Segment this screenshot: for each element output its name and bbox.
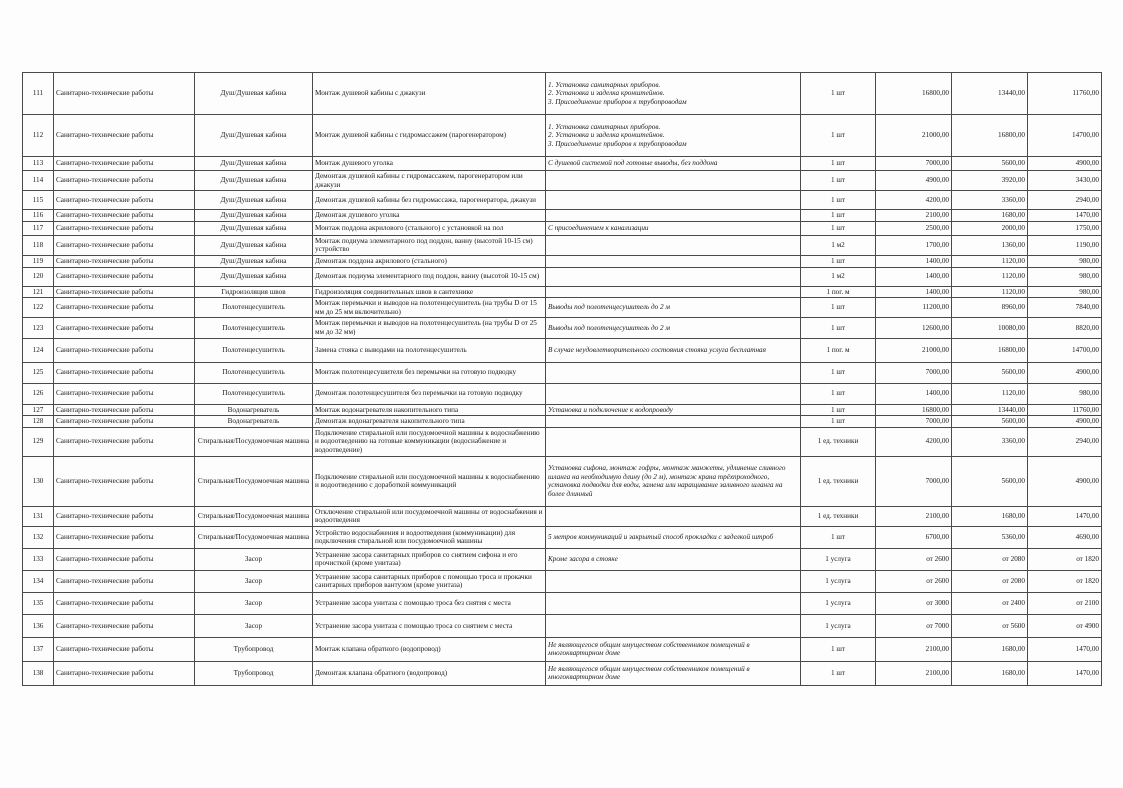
table-row [23, 416, 1102, 428]
unit-cell: 1 ед. техники [801, 506, 876, 526]
category-cell: Санитарно-технические работы [54, 383, 195, 404]
description-cell: Устройство водоснабжения и водоотведения (коммуникации) для подключения стиральной или посудомоечной машины [313, 526, 546, 548]
note-cell [546, 221, 801, 235]
unit-cell: 1 шт [801, 637, 876, 661]
row-number: 135 [23, 592, 54, 614]
note-cell [546, 210, 801, 222]
row-number: 121 [23, 286, 54, 298]
description-cell: Демонтаж душевой кабины без гидромассажа, парогенератора, джакузи [313, 191, 546, 210]
price-cell-2: 5600,00 [952, 416, 1028, 428]
table-row [23, 570, 1102, 592]
subcategory-cell: Засор [195, 570, 313, 592]
table-row [23, 456, 1102, 506]
table-row [23, 548, 1102, 570]
price-cell-1: 2100,00 [876, 210, 952, 222]
row-number: 138 [23, 661, 54, 685]
price-cell-3: 4900,00 [1028, 157, 1102, 171]
note-cell [546, 318, 801, 338]
unit-cell: 1 шт [801, 318, 876, 338]
unit-cell: 1 шт [801, 661, 876, 685]
note-cell [546, 416, 801, 428]
description-cell: Монтаж водонагревателя накопительного типа [313, 404, 546, 416]
table-row [23, 210, 1102, 222]
unit-cell: 1 услуга [801, 548, 876, 570]
row-number: 130 [23, 456, 54, 506]
unit-cell: 1 шт [801, 526, 876, 548]
price-cell-1: 12600,00 [876, 318, 952, 338]
price-cell-1: 2100,00 [876, 637, 952, 661]
subcategory-cell: Душ/Душевая кабина [195, 255, 313, 267]
note-cell [546, 592, 801, 614]
subcategory-cell: Трубопровод [195, 637, 313, 661]
price-cell-3: от 1820 [1028, 548, 1102, 570]
price-cell-2: от 2080 [952, 570, 1028, 592]
subcategory-cell: Засор [195, 592, 313, 614]
description-cell: Гидроизоляция соединительных швов в сантехнике [313, 286, 546, 298]
price-cell-2: 3360,00 [952, 427, 1028, 456]
description-cell: Устранение засора санитарных приборов с помощью троса и прокачки санитарных приборов вантузом (кроме унитаза) [313, 570, 546, 592]
note-cell [546, 362, 801, 383]
subcategory-cell: Душ/Душевая кабина [195, 157, 313, 171]
price-cell-3: 1470,00 [1028, 637, 1102, 661]
category-cell: Санитарно-технические работы [54, 427, 195, 456]
price-cell-2: 16800,00 [952, 115, 1028, 157]
category-cell: Санитарно-технические работы [54, 506, 195, 526]
price-cell-2: 8960,00 [952, 298, 1028, 318]
table-row [23, 255, 1102, 267]
row-number: 131 [23, 506, 54, 526]
price-cell-2: 1120,00 [952, 286, 1028, 298]
table-row [23, 221, 1102, 235]
category-cell: Санитарно-технические работы [54, 456, 195, 506]
price-cell-2: 1680,00 [952, 210, 1028, 222]
category-cell: Санитарно-технические работы [54, 255, 195, 267]
note-line: Кроме засора в стояке [548, 555, 618, 564]
price-cell-2: 10080,00 [952, 318, 1028, 338]
price-cell-3: 11760,00 [1028, 73, 1102, 115]
row-number: 116 [23, 210, 54, 222]
category-cell: Санитарно-технические работы [54, 73, 195, 115]
unit-cell: 1 шт [801, 255, 876, 267]
subcategory-cell: Душ/Душевая кабина [195, 221, 313, 235]
row-number: 128 [23, 416, 54, 428]
price-cell-1: 1400,00 [876, 286, 952, 298]
category-cell: Санитарно-технические работы [54, 210, 195, 222]
description-cell: Демонтаж поддона акрилового (стального) [313, 255, 546, 267]
price-cell-2: 13440,00 [952, 73, 1028, 115]
table-row [23, 383, 1102, 404]
table-row [23, 427, 1102, 456]
table-row [23, 661, 1102, 685]
price-cell-1: 1400,00 [876, 267, 952, 286]
subcategory-cell: Стиральная/Посудомоечная машина [195, 506, 313, 526]
unit-cell: 1 шт [801, 221, 876, 235]
price-cell-1: 16800,00 [876, 404, 952, 416]
row-number: 136 [23, 614, 54, 637]
note-cell [546, 338, 801, 362]
row-number: 126 [23, 383, 54, 404]
description-cell: Монтаж душевого уголка [313, 157, 546, 171]
price-cell-3: от 2100 [1028, 592, 1102, 614]
description-cell: Подключение стиральной или посудомоечной машины к водоснабжению и водоотведению на готовые коммуникации (водоснабжение и водоотведение) [313, 427, 546, 456]
subcategory-cell: Водонагреватель [195, 404, 313, 416]
note-cell [546, 73, 801, 115]
category-cell: Санитарно-технические работы [54, 115, 195, 157]
subcategory-cell: Гидроизоляция швов [195, 286, 313, 298]
unit-cell: 1 шт [801, 73, 876, 115]
unit-cell: 1 шт [801, 115, 876, 157]
description-cell: Монтаж перемычки и выводов на полотенцесушитель (на трубы D от 25 мм до 32 мм) [313, 318, 546, 338]
description-cell: Монтаж клапана обратного (водопровод) [313, 637, 546, 661]
unit-cell: 1 м2 [801, 267, 876, 286]
price-cell-3: 980,00 [1028, 383, 1102, 404]
price-cell-2: от 5600 [952, 614, 1028, 637]
unit-cell: 1 пог. м [801, 338, 876, 362]
price-cell-1: от 2600 [876, 570, 952, 592]
category-cell: Санитарно-технические работы [54, 267, 195, 286]
note-cell [546, 570, 801, 592]
subcategory-cell: Засор [195, 614, 313, 637]
category-cell: Санитарно-технические работы [54, 404, 195, 416]
category-cell: Санитарно-технические работы [54, 191, 195, 210]
note-cell [546, 298, 801, 318]
price-cell-2: 5600,00 [952, 456, 1028, 506]
table-row [23, 506, 1102, 526]
table-row [23, 115, 1102, 157]
subcategory-cell: Душ/Душевая кабина [195, 73, 313, 115]
unit-cell: 1 шт [801, 157, 876, 171]
category-cell: Санитарно-технические работы [54, 221, 195, 235]
note-line: 3. Присоединение приборов к трубопроводам [548, 97, 687, 106]
price-cell-3: 4690,00 [1028, 526, 1102, 548]
category-cell: Санитарно-технические работы [54, 235, 195, 255]
row-number: 113 [23, 157, 54, 171]
price-cell-1: 6700,00 [876, 526, 952, 548]
table-row [23, 614, 1102, 637]
category-cell: Санитарно-технические работы [54, 338, 195, 362]
price-cell-3: 14700,00 [1028, 115, 1102, 157]
description-cell: Демонтаж полотенцесушителя без перемычки на готовую подводку [313, 383, 546, 404]
description-cell: Устранение засора унитаза с помощью троса со снятием с места [313, 614, 546, 637]
price-cell-3: 1470,00 [1028, 661, 1102, 685]
subcategory-cell: Стиральная/Посудомоечная машина [195, 456, 313, 506]
note-cell [546, 235, 801, 255]
table-row [23, 235, 1102, 255]
note-line: Выводы под полотенцесушитель до 2 м [548, 303, 671, 312]
note-cell [546, 456, 801, 506]
row-number: 115 [23, 191, 54, 210]
description-cell: Монтаж душевой кабины с гидромассажем (парогенератором) [313, 115, 546, 157]
category-cell: Санитарно-технические работы [54, 362, 195, 383]
note-line: Установка и подключение к водопроводу [548, 405, 673, 414]
note-line: 1. Установка санитарных приборов. [548, 80, 661, 89]
description-cell: Монтаж душевой кабины с джакузи [313, 73, 546, 115]
category-cell: Санитарно-технические работы [54, 592, 195, 614]
price-cell-3: от 1820 [1028, 570, 1102, 592]
price-cell-2: 1680,00 [952, 506, 1028, 526]
subcategory-cell: Засор [195, 548, 313, 570]
category-cell: Санитарно-технические работы [54, 526, 195, 548]
price-cell-3: 11760,00 [1028, 404, 1102, 416]
note-cell [546, 506, 801, 526]
category-cell: Санитарно-технические работы [54, 157, 195, 171]
unit-cell: 1 шт [801, 191, 876, 210]
table-row [23, 298, 1102, 318]
table-row [23, 171, 1102, 191]
row-number: 114 [23, 171, 54, 191]
category-cell: Санитарно-технические работы [54, 416, 195, 428]
row-number: 119 [23, 255, 54, 267]
row-number: 112 [23, 115, 54, 157]
price-cell-1: 2100,00 [876, 661, 952, 685]
description-cell: Демонтаж душевого уголка [313, 210, 546, 222]
note-cell [546, 404, 801, 416]
price-cell-2: 1680,00 [952, 661, 1028, 685]
unit-cell: 1 услуга [801, 570, 876, 592]
note-cell [546, 191, 801, 210]
unit-cell: 1 шт [801, 416, 876, 428]
category-cell: Санитарно-технические работы [54, 614, 195, 637]
note-line: Не являющегося общим имуществом собственников помещений в многоквартирном доме [548, 664, 750, 682]
row-number: 129 [23, 427, 54, 456]
price-cell-2: 3360,00 [952, 191, 1028, 210]
note-cell [546, 526, 801, 548]
subcategory-cell: Стиральная/Посудомоечная машина [195, 526, 313, 548]
price-cell-3: 8820,00 [1028, 318, 1102, 338]
table-row [23, 592, 1102, 614]
row-number: 132 [23, 526, 54, 548]
price-cell-2: от 2400 [952, 592, 1028, 614]
table-row [23, 267, 1102, 286]
note-cell [546, 383, 801, 404]
row-number: 117 [23, 221, 54, 235]
price-cell-1: 2100,00 [876, 506, 952, 526]
price-cell-3: 980,00 [1028, 267, 1102, 286]
category-cell: Санитарно-технические работы [54, 286, 195, 298]
note-cell [546, 637, 801, 661]
price-cell-3: 1470,00 [1028, 506, 1102, 526]
price-cell-3: 2940,00 [1028, 191, 1102, 210]
unit-cell: 1 шт [801, 404, 876, 416]
category-cell: Санитарно-технические работы [54, 570, 195, 592]
row-number: 120 [23, 267, 54, 286]
price-cell-1: от 3000 [876, 592, 952, 614]
table-row [23, 404, 1102, 416]
row-number: 111 [23, 73, 54, 115]
price-cell-3: 1190,00 [1028, 235, 1102, 255]
price-cell-2: 5600,00 [952, 157, 1028, 171]
note-line: С душевой системой под готовые выводы, без поддона [548, 159, 718, 168]
row-number: 118 [23, 235, 54, 255]
description-cell: Монтаж поддона акрилового (стального) с установкой на пол [313, 221, 546, 235]
row-number: 122 [23, 298, 54, 318]
note-line: 3. Присоединение приборов к трубопроводам [548, 139, 687, 148]
subcategory-cell: Трубопровод [195, 661, 313, 685]
note-cell [546, 286, 801, 298]
category-cell: Санитарно-технические работы [54, 661, 195, 685]
table-row [23, 157, 1102, 171]
price-cell-1: 1400,00 [876, 255, 952, 267]
price-cell-3: 3430,00 [1028, 171, 1102, 191]
row-number: 123 [23, 318, 54, 338]
price-table [22, 72, 1102, 686]
description-cell: Устранение засора санитарных приборов со снятием сифона и его прочисткой (кроме унитаза) [313, 548, 546, 570]
price-cell-1: 16800,00 [876, 73, 952, 115]
category-cell: Санитарно-технические работы [54, 298, 195, 318]
price-cell-3: 4900,00 [1028, 456, 1102, 506]
note-line: В случае неудовлетворительного состояния стояка услуга бесплатная [548, 345, 766, 354]
table-row [23, 286, 1102, 298]
subcategory-cell: Душ/Душевая кабина [195, 267, 313, 286]
table-row [23, 191, 1102, 210]
table-row [23, 318, 1102, 338]
unit-cell: 1 шт [801, 298, 876, 318]
subcategory-cell: Стиральная/Посудомоечная машина [195, 427, 313, 456]
price-cell-1: 7000,00 [876, 416, 952, 428]
note-line: Установка сифона, монтаж гофры, монтаж манжеты, удлинение сливного шланга на необходимую длину (до 2 м), монтаж крана трёхпроходного, установка подводки для воды, замена или наращивание заливного шланга на более длинный [548, 464, 786, 498]
price-cell-1: от 2600 [876, 548, 952, 570]
subcategory-cell: Полотенцесушитель [195, 298, 313, 318]
note-line: Не являющегося общим имуществом собственников помещений в многоквартирном доме [548, 640, 750, 658]
subcategory-cell: Полотенцесушитель [195, 338, 313, 362]
description-cell: Монтаж подиума элементарного под поддон, ванну (высотой 10-15 см) устройство [313, 235, 546, 255]
category-cell: Санитарно-технические работы [54, 548, 195, 570]
price-cell-3: 2940,00 [1028, 427, 1102, 456]
description-cell: Монтаж полотенцесушителя без перемычки на готовую подводку [313, 362, 546, 383]
price-cell-2: 1680,00 [952, 637, 1028, 661]
subcategory-cell: Душ/Душевая кабина [195, 171, 313, 191]
price-cell-1: 7000,00 [876, 456, 952, 506]
subcategory-cell: Водонагреватель [195, 416, 313, 428]
table-row [23, 362, 1102, 383]
price-cell-1: 2500,00 [876, 221, 952, 235]
note-cell [546, 171, 801, 191]
subcategory-cell: Полотенцесушитель [195, 362, 313, 383]
table-row [23, 338, 1102, 362]
subcategory-cell: Душ/Душевая кабина [195, 235, 313, 255]
note-line: 2. Установка и заделка кронштейнов. [548, 89, 665, 98]
description-cell: Демонтаж душевой кабины с гидромассажем, парогенератором или джакузи [313, 171, 546, 191]
price-cell-2: 3920,00 [952, 171, 1028, 191]
unit-cell: 1 шт [801, 362, 876, 383]
note-cell [546, 427, 801, 456]
unit-cell: 1 ед. техники [801, 427, 876, 456]
description-cell: Замена стояка с выводами на полотенцесушитель [313, 338, 546, 362]
price-cell-1: 1700,00 [876, 235, 952, 255]
note-cell [546, 267, 801, 286]
price-cell-2: 16800,00 [952, 338, 1028, 362]
price-cell-1: 4200,00 [876, 427, 952, 456]
price-cell-1: 4200,00 [876, 191, 952, 210]
price-table-body [23, 73, 1102, 686]
note-cell [546, 255, 801, 267]
note-cell [546, 115, 801, 157]
price-cell-1: от 7000 [876, 614, 952, 637]
row-number: 124 [23, 338, 54, 362]
subcategory-cell: Душ/Душевая кабина [195, 191, 313, 210]
row-number: 127 [23, 404, 54, 416]
price-cell-3: 4900,00 [1028, 416, 1102, 428]
description-cell: Подключение стиральной или посудомоечной машины к водоснабжению и водоотведению с доработкой коммуникаций [313, 456, 546, 506]
row-number: 137 [23, 637, 54, 661]
unit-cell: 1 шт [801, 383, 876, 404]
price-cell-2: 1120,00 [952, 267, 1028, 286]
price-cell-2: 2000,00 [952, 221, 1028, 235]
unit-cell: 1 шт [801, 171, 876, 191]
price-cell-1: 1400,00 [876, 383, 952, 404]
table-row [23, 637, 1102, 661]
subcategory-cell: Полотенцесушитель [195, 383, 313, 404]
price-cell-2: 1120,00 [952, 383, 1028, 404]
table-row [23, 526, 1102, 548]
row-number: 125 [23, 362, 54, 383]
unit-cell: 1 шт [801, 210, 876, 222]
table-row [23, 73, 1102, 115]
note-line: 5 метров коммуникаций и закрытый способ прокладки с заделкой штроб [548, 533, 774, 542]
row-number: 134 [23, 570, 54, 592]
price-cell-3: от 4900 [1028, 614, 1102, 637]
price-cell-3: 980,00 [1028, 255, 1102, 267]
description-cell: Демонтаж клапана обратного (водопровод) [313, 661, 546, 685]
price-cell-1: 21000,00 [876, 115, 952, 157]
price-cell-2: 1360,00 [952, 235, 1028, 255]
subcategory-cell: Душ/Душевая кабина [195, 210, 313, 222]
category-cell: Санитарно-технические работы [54, 637, 195, 661]
description-cell: Отключение стиральной или посудомоечной машины от водоснабжения и водоотведения [313, 506, 546, 526]
subcategory-cell: Полотенцесушитель [195, 318, 313, 338]
unit-cell: 1 пог. м [801, 286, 876, 298]
note-line: 2. Установка и заделка кронштейнов. [548, 131, 665, 140]
unit-cell: 1 услуга [801, 614, 876, 637]
price-cell-1: 4900,00 [876, 171, 952, 191]
price-cell-2: 13440,00 [952, 404, 1028, 416]
price-cell-1: 7000,00 [876, 157, 952, 171]
description-cell: Монтаж перемычки и выводов на полотенцесушитель (на трубы D от 15 мм до 25 мм включительно) [313, 298, 546, 318]
note-line: Выводы под полотенцесушитель до 2 м [548, 323, 671, 332]
unit-cell: 1 услуга [801, 592, 876, 614]
note-cell [546, 661, 801, 685]
price-cell-3: 7840,00 [1028, 298, 1102, 318]
description-cell: Демонтаж водонагревателя накопительного типа [313, 416, 546, 428]
price-cell-1: 7000,00 [876, 362, 952, 383]
price-cell-3: 14700,00 [1028, 338, 1102, 362]
price-cell-1: 21000,00 [876, 338, 952, 362]
row-number: 133 [23, 548, 54, 570]
description-cell: Демонтаж подиума элементарного под поддон, ванну (высотой 10-15 см) [313, 267, 546, 286]
price-cell-3: 1470,00 [1028, 210, 1102, 222]
price-cell-2: 5360,00 [952, 526, 1028, 548]
price-cell-3: 1750,00 [1028, 221, 1102, 235]
price-cell-2: 5600,00 [952, 362, 1028, 383]
price-cell-2: от 2080 [952, 548, 1028, 570]
note-cell [546, 157, 801, 171]
description-cell: Устранение засора унитаза с помощью троса без снятия с места [313, 592, 546, 614]
subcategory-cell: Душ/Душевая кабина [195, 115, 313, 157]
category-cell: Санитарно-технические работы [54, 171, 195, 191]
unit-cell: 1 м2 [801, 235, 876, 255]
note-cell [546, 614, 801, 637]
price-cell-1: 11200,00 [876, 298, 952, 318]
note-line: С присоединением к канализации [548, 223, 649, 232]
price-cell-2: 1120,00 [952, 255, 1028, 267]
price-cell-3: 4900,00 [1028, 362, 1102, 383]
category-cell: Санитарно-технические работы [54, 318, 195, 338]
price-cell-3: 980,00 [1028, 286, 1102, 298]
note-line: 1. Установка санитарных приборов. [548, 122, 661, 131]
unit-cell: 1 ед. техники [801, 456, 876, 506]
note-cell [546, 548, 801, 570]
